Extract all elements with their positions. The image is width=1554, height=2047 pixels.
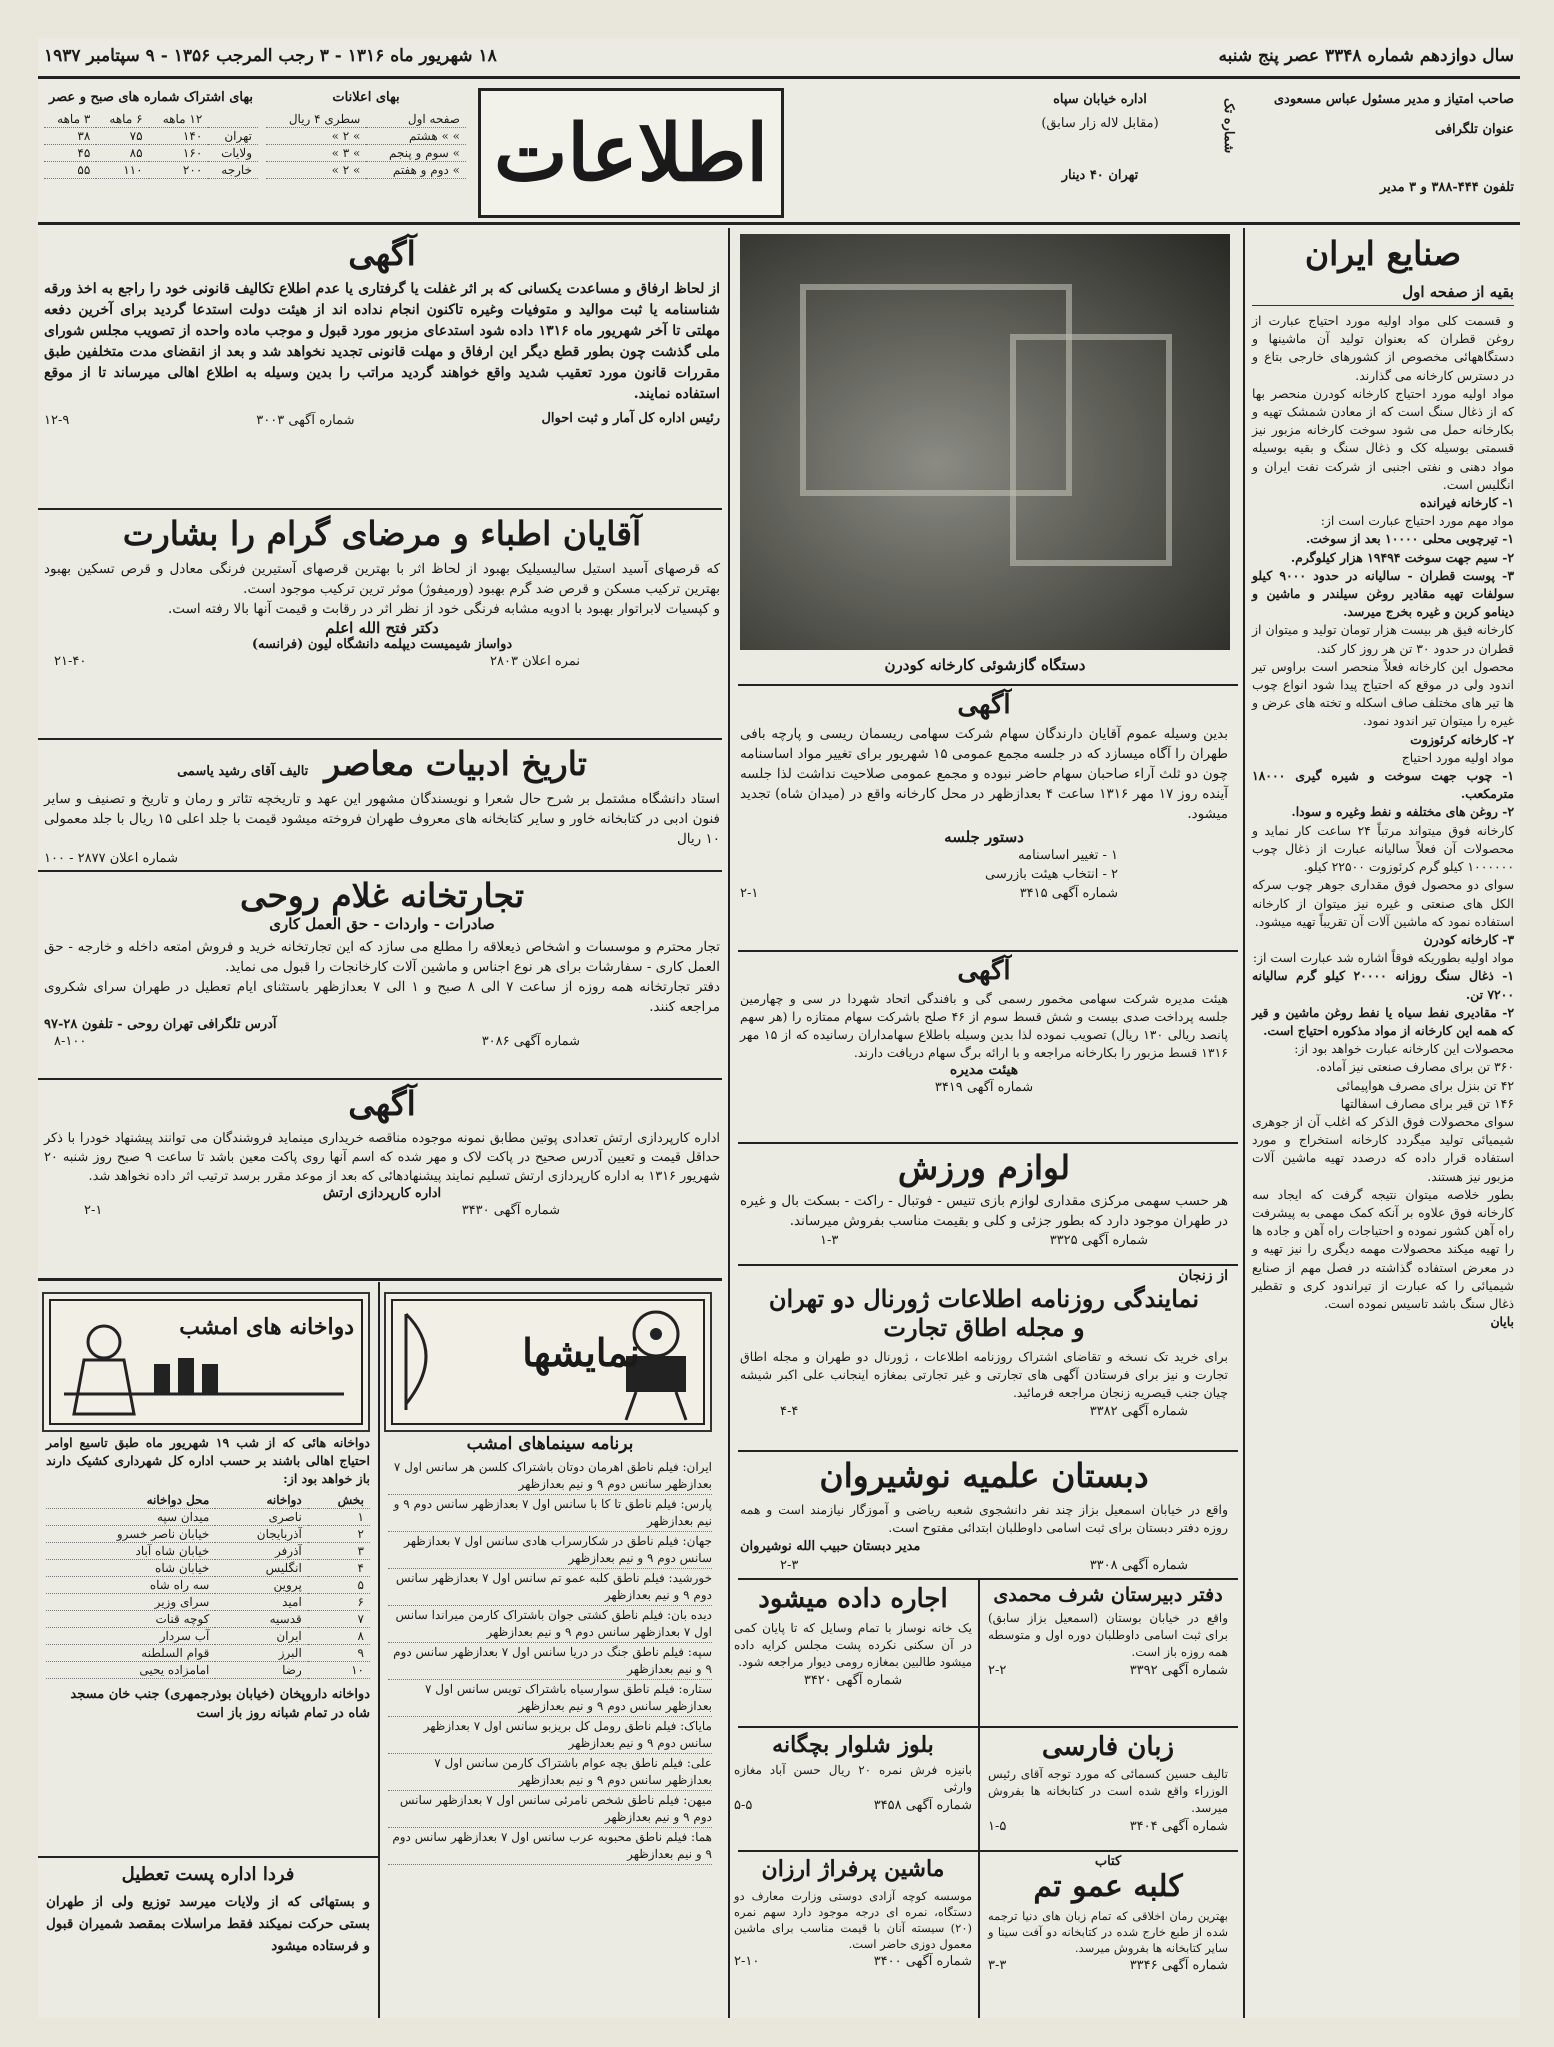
article-paragraph: ۳- کارخانه کودرن bbox=[1423, 931, 1514, 947]
cinema-item: دیده بان: فیلم ناطق کشتی جوان باشتراک کارمن میراندا سانس اول ۷ بعدازظهر سانس دوم ۹ و نیم بعدازظهر bbox=[388, 1606, 712, 1643]
notice-title: آگهی bbox=[348, 1084, 416, 1123]
notice-anushirvan-school bbox=[740, 1456, 1228, 1575]
notice-text: بدین وسیله عموم آقایان دارندگان سهام شرکت سهامی ریسمان ریسی و پارچه بافی طهران را آگاه میسازد که در جلسه مجمع عمومی ۱۵ شهریور برای تغییر مواد اساسنامه چون دو ثلث آراء صاحبان سهام حاضر نبوده و مجمع عمومی صلاحیت نداشت لذا جلسه آینده روز ۱۷ مهر ۱۳۱۶ ساعت ۴ بعدازظهر در محل کارخانه واقع در (میدان شاه) تجدید میشود. bbox=[740, 726, 1228, 822]
article-paragraph: محصولات این کارخانه عبارت خواهد بود از: bbox=[1294, 1041, 1514, 1057]
notice-text: هیئت مدیره شرکت سهامی مخمور رسمی گی و بافندگی اتحاد شهردا در سی و چهارمین جلسه پرداخت صدی بیست و شش قسط سوم از ۴۶ صلح باشرکت سهام ممتازه را (هر سهم پانصد ریالی ۱۳۰ ریال) تصویب نموده لذا بدین وسیله باطلاع سهامداران رسانیده که از ۱۵ مهر ۱۳۱۶ قسط مزبور را بکارخانه مراجعه و با ارائه برگ سهام دریافت دارند. bbox=[740, 991, 1229, 1060]
closure-title: فردا اداره پست تعطیل bbox=[121, 1864, 295, 1885]
notice-ref: شماره آگهی ۳۴۰۴ bbox=[1129, 1819, 1228, 1834]
pharmacy-cell: ۸ bbox=[308, 1628, 370, 1645]
ads-price-cell: صفحه اول bbox=[366, 111, 466, 128]
notice-signature: مدیر دبستان حبیب الله نوشیروان bbox=[740, 1539, 921, 1554]
article-paragraph: مواد اولیه مورد احتیاج کارخانه کودرن منحصر بها که از ذغال سنگ است که از معادن شمشک تهیه و بکارخانه حمل می شود سوخت کارخانه مزبور نیز قسمتی بوسیله کک و ذغال سنگ و بقیه بوسیله مواد دهنی و نفتی اجنبی از شرکت نفت ایران و انگلیس است. bbox=[1252, 385, 1514, 492]
agenda-item: ۱ - تغییر اساسنامه bbox=[1018, 848, 1118, 863]
office-address: اداره خیابان سپاه bbox=[1053, 92, 1147, 107]
pharmacy-row bbox=[46, 1492, 370, 1509]
pharmacy-row bbox=[46, 1526, 370, 1543]
pharmacy-cell: قدسیه bbox=[215, 1611, 307, 1628]
ads-price-table bbox=[266, 111, 466, 179]
masthead-title: اطلاعات bbox=[493, 107, 769, 199]
notice-ref-2: ۲-۱ bbox=[740, 886, 759, 901]
subscription-row bbox=[44, 111, 258, 128]
notice-text: تالیف حسین کسمائی که مورد توجه آقای رئیس الوزراء واقع شده است در کتابخانه ها بفروش میرسد. bbox=[988, 1767, 1228, 1815]
pharmacy-row bbox=[46, 1611, 370, 1628]
article-paragraph: مواد اولیه بطوریکه فوقاً اشاره شد عبارت است از: bbox=[1252, 950, 1514, 966]
notice-ref-2: ۱-۵ bbox=[988, 1819, 1007, 1834]
notice-text: بانیزه فرش نمره ۲۰ ریال حسن آباد مغازه وارثی bbox=[734, 1763, 973, 1794]
article-paragraph: سوای دو محصول فوق مقداری جوهر چوب سرکه الکل های صنعتی و غیره نیز میتوان از کارخانه استفاده نمود که ماشین آلات آن تقریباً تهیه میشود. bbox=[1252, 877, 1514, 929]
notice-title: اجاره داده میشود bbox=[758, 1584, 948, 1614]
article-paragraph: ۱- ذغال سنگ روزانه ۲۰۰۰۰ کیلو گرم سالیانه ۷۲۰۰ تن. bbox=[1252, 968, 1514, 1002]
pharmacy-logo bbox=[42, 1292, 370, 1432]
cinema-logo bbox=[384, 1292, 712, 1432]
ads-price-row bbox=[266, 128, 466, 145]
notice-title: زبان فارسی bbox=[1041, 1732, 1175, 1762]
subscription-cell: ۴۵ bbox=[44, 145, 96, 162]
ads-price-cell: سطری ۴ ریال bbox=[266, 111, 366, 128]
pharmacy-cell: امید bbox=[215, 1594, 307, 1611]
pharmacy-list bbox=[46, 1434, 370, 1723]
notice-title: آگهی bbox=[957, 690, 1011, 720]
notice-kicker: از زنجان bbox=[1178, 1268, 1228, 1284]
pharmacy-row bbox=[46, 1662, 370, 1679]
notice-title: لوازم ورزش bbox=[897, 1148, 1071, 1187]
notice-title: آگهی bbox=[348, 234, 416, 273]
notice-title-2: و مجله اطاق تجارت bbox=[883, 1313, 1085, 1342]
pharmacy-row bbox=[46, 1509, 370, 1526]
pharmacy-cell: آب سردار bbox=[46, 1628, 215, 1645]
ads-price-row bbox=[266, 145, 466, 162]
ads-price-cell: » » هشتم bbox=[366, 128, 466, 145]
notice-text: برای خرید تک نسخه و تقاضای اشتراک روزنامه اطلاعات ، ژورنال دو طهران و مجله اطاق تجارت و نیز برای فرستادن آگهی های تجارتی و غیر تجارتی بمغازه اینجانب علی اکبر شیشه چیان جنب قیصریه زنجان مراجعه فرمائید. bbox=[740, 1349, 1228, 1400]
notice-title: تاریخ ادبیات معاصر bbox=[324, 744, 587, 783]
notice-subtitle: صادرات - واردات - حق العمل کاری bbox=[269, 915, 495, 933]
notice-text: موسسه کوچه آزادی دوستی وزارت معارف دو دستگاه، نمره ای درجه موجود دارد سهم نمره (۲۰) سیسته آنان با قیمت مناسب برای ماشین معمول دوزی حاضر است. bbox=[734, 1889, 972, 1951]
pharmacy-row bbox=[46, 1577, 370, 1594]
article-paragraph: ۲- مقادیری نفط سیاه یا نفط روغن ماشین و قیر که همه این کارخانه از مواد مذکوره احتیاج است. bbox=[1252, 1004, 1514, 1038]
ads-price-row bbox=[266, 111, 466, 128]
notice-rouhi-trading bbox=[44, 876, 720, 1051]
notice-ref: شماره آگهی ۳۳۴۶ bbox=[1129, 1958, 1228, 1973]
notice-text: بهترین رمان اخلاقی که تمام زبان های دنیا ترجمه شده از طبع خارج شده در کتابخانه دو آفت سینا و سایر کتابخانه ها بفروش میرسد. bbox=[988, 1909, 1228, 1955]
notice-text: که قرصهای آسید استیل سالیسیلیک بهبود از لحاظ اثر با بهترین قرصهای آستیرین فرنگی معادل و قرص تسکین بهبود بهترین ترکیب مسکن و قرص ضد گرم بهبود (ورمیفوژ) موثر ترین ترکیب موجود است. bbox=[44, 561, 720, 597]
subscription-row bbox=[44, 145, 258, 162]
notice-ref: شماره اعلان ۲۸۷۷ - ۱۰۰ bbox=[44, 851, 178, 866]
notice-registry bbox=[44, 234, 720, 430]
notice-title: دفتر دبیرستان شرف محمدی bbox=[993, 1584, 1223, 1606]
ads-price-title: بهای اعلانات bbox=[332, 90, 400, 105]
pharmacy-cell: ۵ bbox=[308, 1577, 370, 1594]
article-paragraph: ۱- تیرچوبی محلی ۱۰۰۰۰ بعد از سوخت. bbox=[1305, 531, 1514, 547]
subscription-cell: ۶ ماهه bbox=[96, 111, 148, 128]
notice-ref: شماره آگهی ۳۴۳۰ bbox=[461, 1203, 560, 1218]
notice-text: واقع در خیابان اسمعیل بزاز چند نفر دانشجوی شعبه ریاضی و آموزگار نیازمند است و همه روزه دفتر دبستان برای ثبت اسامی داوطلبان ابتدائی مفتوح است. bbox=[740, 1502, 1228, 1535]
subscription-table bbox=[44, 111, 258, 179]
ads-price-cell: » ۳ » bbox=[266, 145, 366, 162]
notice-ref: شماره آگهی ۳۴۵۸ bbox=[873, 1798, 972, 1813]
notice-sport-goods bbox=[740, 1148, 1228, 1250]
notice-title: بلوز شلوار بچگانه bbox=[772, 1732, 934, 1758]
pharmacy-cell: خیابان شاه آباد bbox=[46, 1543, 215, 1560]
notice-ref: شماره آگهی ۳۳۹۲ bbox=[1129, 1663, 1228, 1678]
agenda-title: دستور جلسه bbox=[944, 828, 1024, 846]
notice-ref-2: ۲-۳ bbox=[780, 1558, 799, 1573]
subscription-cell: خارجه bbox=[208, 162, 258, 179]
notice-ref: شماره آگهی ۳۳۸۲ bbox=[1089, 1404, 1188, 1419]
notice-title: آقایان اطباء و مرضای گرام را بشارت bbox=[122, 514, 642, 553]
cinema-item: هما: فیلم ناطق محبوبه عرب سانس اول ۷ بعدازظهر سانس دوم ۹ و نیم بعدازظهر bbox=[388, 1828, 712, 1865]
notice-address: آدرس تلگرافی تهران روحی - تلفون ۲۸-۹۷ bbox=[44, 1017, 277, 1032]
notice-ref-2: ۲-۲ bbox=[988, 1663, 1007, 1678]
ads-price-cell: » سوم و پنجم bbox=[366, 145, 466, 162]
pharmacy-cell: سه راه شاه bbox=[46, 1577, 215, 1594]
pharmacy-cell: ۱۰ bbox=[308, 1662, 370, 1679]
subscription-box bbox=[44, 88, 258, 179]
subscription-cell: ۲۰۰ bbox=[149, 162, 209, 179]
pharmacy-cell: سرای وزیر bbox=[46, 1594, 215, 1611]
notice-text: یک خانه نوساز با تمام وسایل که تا پایان کمی در آن سکنی نکرده پشت مجلس کرایه داده میشود طالبین بمغازه رومی دیوار مراجعه شود. bbox=[734, 1621, 972, 1669]
notice-ref-2: ۸-۱۰۰ bbox=[54, 1034, 87, 1049]
newspaper-page bbox=[38, 38, 1520, 2018]
notice-ref: شماره آگهی ۳۴۲۰ bbox=[803, 1673, 903, 1688]
article-title: صنایع ایران bbox=[1304, 234, 1462, 273]
agenda-item: ۲ - انتخاب هیئت بازرسی bbox=[985, 867, 1118, 882]
pharmacy-cell: ۳ bbox=[308, 1543, 370, 1560]
pharmacy-logo-text: دواخانه های امشب bbox=[179, 1314, 354, 1340]
notice-ref-2: ۱-۳ bbox=[820, 1233, 839, 1248]
pharmacy-table bbox=[46, 1492, 370, 1679]
notice-persian-language bbox=[988, 1732, 1228, 1836]
cinema-item: ایران: فیلم ناطق اهرمان دوتان باشتراک کلسن هر سانس اول ۷ بعدازظهر سانس دوم ۹ و نیم بعدازظهر bbox=[388, 1458, 712, 1495]
article-paragraph: مواد اولیه مورد احتیاج bbox=[1401, 749, 1514, 765]
notice-spinning-company bbox=[740, 690, 1228, 903]
article-body bbox=[1252, 312, 1514, 1331]
pharmacy-row bbox=[46, 1645, 370, 1662]
cinema-item: مایاک: فیلم ناطق رومل کل بریزبو سانس اول ۷ بعدازظهر سانس دوم ۹ و نیم بعدازظهر bbox=[388, 1717, 712, 1754]
notice-weaving-company bbox=[740, 956, 1228, 1097]
notice-text: از لحاظ ارفاق و مساعدت یکسانی که بر اثر غفلت یا گرفتاری یا عدم اطلاع تکالیف قانونی خود را راجع به اخذ ورقه شناسنامه یا ثبت موالید و متوفیات وغیره تاکنون انجام نداده اند از هیئت دولت استدعا گردید برای آخرین دفعه مهلتی تا آخر شهریور ماه ۱۳۱۶ داده شود استدعای مزبور مورد قبول و موجب ماده واحده از تصویب مجلس شورای ملی گذشت چون بطور قطع دیگر این ارفاق و مهلت قانونی تجدید نخواهد شد و بعد از انقضای مدت متخلفین طبق مقررات قانون مورد تعقیب شدید واقع خواهند گردید مراتب را بدین وسیله به اطلاع اهالی میرساند تا از موقع استفاده نمایند. bbox=[44, 281, 720, 402]
subscription-row bbox=[44, 162, 258, 179]
subscription-cell bbox=[208, 111, 258, 128]
subscription-title: بهای اشتراک شماره های صبح و عصر bbox=[48, 90, 254, 105]
notice-text-2: دفتر تجارتخانه همه روزه از ساعت ۷ الی ۸ صبح و ۱ الی ۷ بعدازظهر باستثنای ایام تعطیل در طهران سرای شکروی مراجعه کنند. bbox=[44, 979, 720, 1015]
notice-ref: شماره آگهی ۳۰۸۶ bbox=[481, 1034, 580, 1049]
notice-signature: اداره کارپردازی ارتش bbox=[322, 1186, 442, 1201]
notice-title: آگهی bbox=[957, 956, 1011, 986]
photo-gas-washer bbox=[740, 234, 1230, 650]
article-subtitle: بقیه از صفحه اول bbox=[1252, 283, 1514, 306]
notice-text-2: و کپسیات لابراتوار بهبود با ادویه مشابه فرنگی خود از نظر اثر در رقابت و قیمت آنها بالا رفته است. bbox=[168, 601, 720, 617]
cinema-item: میهن: فیلم ناطق شخص نامرئی سانس اول ۷ بعدازظهر سانس دوم ۹ و نیم بعدازظهر bbox=[388, 1791, 712, 1828]
phones-line: تلفون ۴۴۴-۳۸۸ و ۳ مدیر bbox=[1379, 180, 1514, 195]
notice-text: اداره کارپردازی ارتش تعدادی پوتین مطابق نمونه موجوده مناقصه خریداری مینماید فروشندگان می توانند پیشنهاد خودرا با ذکر حداقل قیمت و تعیین آدرس صحیح در پاکت لاک و مهر شده که اسم آنها روی پاکت معین باشد تا ساعت ۹ صبح روز شنبه ۲۰ شهریور ۱۳۱۶ به اداره کارپردازی ارتش تسلیم نمایند پیشنهادهائی که بعد از موعد مقرر برسد ترتیب اثر داده نخواهد شد. bbox=[44, 1131, 720, 1184]
notice-zanjan-agency bbox=[740, 1268, 1228, 1421]
article-paragraph: ۱۴۶ تن قیر برای مصارف اسفالتها bbox=[1340, 1095, 1514, 1111]
notice-ref: شماره آگهی ۳۴۱۹ bbox=[934, 1080, 1034, 1095]
subscription-cell: ۸۵ bbox=[96, 145, 148, 162]
notice-literature-book bbox=[44, 744, 720, 868]
notice-ref-2: ۵-۵ bbox=[734, 1798, 753, 1813]
notice-kids-clothes bbox=[734, 1732, 972, 1815]
cinema-program bbox=[388, 1434, 712, 1865]
pharmacy-cell: خیابان ناصر خسرو bbox=[46, 1526, 215, 1543]
pharmacy-row bbox=[46, 1594, 370, 1611]
article-paragraph: ۳- پوست قطران - سالیانه در حدود ۹۰۰۰ کیلو سولفات تهیه مقادیر روغن سیلندر و ماشین و دینامو کربن و غیره بخرج میرسد. bbox=[1252, 567, 1514, 620]
subscription-cell: ولایات bbox=[208, 145, 258, 162]
article-paragraph: ۱- چوب جهت سوخت و شیره گیری ۱۸۰۰۰ مترمکعب. bbox=[1252, 768, 1514, 802]
pharmacy-cell: انگلیس bbox=[215, 1560, 307, 1577]
article-paragraph: کارخانه فوق میتواند مرتباً ۲۴ ساعت کار نماید و محصولات آن فعلاً سالیانه عبارت از ذغال چوب ۱۰۰۰۰۰۰ کیلو گرم کرئوزوت ۲۲۵۰۰ کیلو. bbox=[1252, 822, 1514, 875]
cinema-item: سپه: فیلم ناطق جنگ در دریا سانس اول ۷ بعدازظهر سانس دوم ۹ و نیم بعدازظهر bbox=[388, 1643, 712, 1680]
article-paragraph: مواد مهم مورد احتیاج عبارت است از: bbox=[1320, 513, 1514, 529]
pharmacy-cell: آذرفر bbox=[215, 1543, 307, 1560]
pharmacy-cell: بخش bbox=[308, 1492, 370, 1509]
pharmacy-cell: میدان سپه bbox=[46, 1509, 215, 1526]
pharmacy-row bbox=[46, 1628, 370, 1645]
ads-price-cell: » دوم و هفتم bbox=[366, 162, 466, 179]
notice-house-rent bbox=[734, 1584, 972, 1690]
pharmacy-cell: دواخانه bbox=[215, 1492, 307, 1509]
notice-author: تالیف آقای رشید یاسمی bbox=[177, 764, 309, 779]
pharmacy-cell: پروین bbox=[215, 1577, 307, 1594]
pharmacy-cell: ۱ bbox=[308, 1509, 370, 1526]
notice-text: هر حسب سهمی مرکزی مقداری لوازم بازی تنیس - فوتبال - راکت - بسکت بال و غیره در طهران موجود دارد که بطور جزئی و کلی و بقیمت مناسب بفروش میرساند. bbox=[740, 1193, 1228, 1229]
pharmacy-cell: ۲ bbox=[308, 1526, 370, 1543]
pharmacy-text: دواخانه هائی که از شب ۱۹ شهریور ماه طبق تاسیع اوامر احتیاج اهالی باشند بر حسب اداره کل شهرداری کشیک دارند باز خواهد بود از: bbox=[46, 1435, 370, 1486]
subscription-row bbox=[44, 128, 258, 145]
article-paragraph: بایان bbox=[1490, 1314, 1514, 1330]
article-industries bbox=[1252, 234, 1514, 1331]
pharmacy-cell: قوام السلطنه bbox=[46, 1645, 215, 1662]
owner-line: صاحب امتیاز و مدیر مسئول عباس مسعودی bbox=[1273, 92, 1514, 107]
notice-sharaf-school bbox=[988, 1584, 1228, 1680]
subscription-cell: ۱۲ ماهه bbox=[149, 111, 209, 128]
cinema-item: پارس: فیلم ناطق تا کا با سانس اول ۷ بعدازظهر سانس دوم ۹ و نیم بعدازظهر bbox=[388, 1495, 712, 1532]
pharmacy-cell: ۴ bbox=[308, 1560, 370, 1577]
article-paragraph: ۲- روغن های مختلفه و نفط وغیره و سودا. bbox=[1291, 804, 1514, 820]
pharmacy-cell: ۹ bbox=[308, 1645, 370, 1662]
pharmacy-row bbox=[46, 1560, 370, 1577]
pharmacy-cell: کوچه قنات bbox=[46, 1611, 215, 1628]
notice-degree: دواساز شیمیست دیپلمه دانشگاه لیون (فرانسه) bbox=[251, 637, 513, 652]
pharmacy-extra: دواخانه داروپخان (خیابان بوذرجمهری) جنب خان مسجد شاه در تمام شبانه روز باز است bbox=[70, 1687, 370, 1721]
pharmacy-cell: ناصری bbox=[215, 1509, 307, 1526]
telegraph-line: عنوان تلگرافی bbox=[1434, 122, 1514, 137]
notice-ref-2: ۲۱-۴۰ bbox=[54, 654, 87, 669]
closure-text: و بستهائی که از ولایات میرسد توزیع ولی از طهران بستی حرکت نمیکند فقط مراسلات بمقصد شمیران قبول و فرستاده میشود bbox=[46, 1894, 370, 1954]
notice-ref-2: ۲-۱ bbox=[84, 1203, 103, 1218]
pharmacy-cell: ۷ bbox=[308, 1611, 370, 1628]
notice-text: واقع در خیابان بوستان (اسمعیل بزاز سابق) برای ثبت اسامی داوطلبان دوره اول و متوسطه همه روزه باز است. bbox=[988, 1611, 1228, 1659]
cinema-logo-text: نمایشها bbox=[522, 1330, 640, 1375]
notice-doctor: دکتر فتح الله اعلم bbox=[325, 619, 439, 637]
notice-ref: شماره آگهی ۳۰۰۳ bbox=[256, 413, 355, 428]
notice-ref: شماره آگهی ۳۳۰۸ bbox=[1089, 1558, 1188, 1573]
notice-text: تجار محترم و موسسات و اشخاص ذیعلاقه را مطلع می سازد که این تجارتخانه خرید و فروش امتعه داخله و خارجه - حق العمل کاری - سفارشات برای هر نوع اجناس و ماشین آلات کارخانجات را قبول می نماید. bbox=[44, 939, 720, 975]
article-paragraph: و قسمت کلی مواد اولیه مورد احتیاج عبارت از روغن قطران که بعنوان تولید آن ماشینها و دستگاههائی مخصوص از کشورهای خارجی بتاع و در دسترس کارخانه می گذارند. bbox=[1252, 313, 1514, 383]
cinema-title: برنامه سینماهای امشب bbox=[466, 1434, 634, 1454]
pharmacy-row bbox=[46, 1543, 370, 1560]
masthead-logo bbox=[478, 88, 784, 218]
notice-title: دبستان علمیه نوشیروان bbox=[819, 1456, 1149, 1495]
article-paragraph: ۳۶۰ تن برای مصارف صنعتی نیز آماده. bbox=[1315, 1059, 1514, 1075]
single-number-label: شماره تک bbox=[1221, 98, 1236, 154]
notice-perforator-machine bbox=[734, 1856, 972, 1971]
subscription-cell: ۳ ماهه bbox=[44, 111, 96, 128]
article-paragraph: بطور خلاصه میتوان نتیجه گرفت که ایجاد سه کارخانه فوق علاوه بر آنکه کمک مهمی به پیشرفت راه آهن کشور نموده و احتیاجات راه آهن و جاده ها را تهیه میکند محصولات مهمه دیگری را نیز تهیه و در معرض استفاده گذاشته در فصل مهم از صنایع شیمیائی را که عبارت از تیراندود کری و تقطیر ذغال سنگ باشد تاسیس نموده است. bbox=[1252, 1186, 1514, 1311]
pharmacy-cell: آذربایجان bbox=[215, 1526, 307, 1543]
notice-ref-2: ۳-۳ bbox=[988, 1958, 1007, 1973]
notice-ref-2: ۱۲-۹ bbox=[44, 413, 70, 428]
notice-title: نمایندگی روزنامه اطلاعات ژورنال دو تهران bbox=[768, 1284, 1200, 1313]
ads-price-row bbox=[266, 162, 466, 179]
article-paragraph: ۲- کارخانه کرئوزوت bbox=[1410, 731, 1514, 747]
subscription-cell: ۷۵ bbox=[96, 128, 148, 145]
ads-price-cell: » ۲ » bbox=[266, 128, 366, 145]
date-line: ۱۸ شهریور ماه ۱۳۱۶ - ۳ رجب المرجب ۱۳۵۶ - ۹ سپتامبر ۱۹۳۷ bbox=[44, 46, 497, 66]
notice-pharma-tablets bbox=[44, 514, 720, 671]
subscription-cell: ۵۵ bbox=[44, 162, 96, 179]
issue-info: سال دوازدهم شماره ۳۳۴۸ عصر پنج شنبه bbox=[1218, 46, 1514, 66]
subscription-cell: ۱۱۰ bbox=[96, 162, 148, 179]
pharmacy-cell: البرز bbox=[215, 1645, 307, 1662]
notice-signature: رئیس اداره کل آمار و ثبت احوال bbox=[541, 411, 720, 426]
photo-caption: دستگاه گازشوئی کارخانه کودرن bbox=[884, 656, 1086, 674]
article-paragraph: محصول این کارخانه فعلاً منحصر است براوس تیر اندود ولی در موقع که احتیاج پیدا شود انواع چوب ها تیر های مختلف صاف اسکله و تخته های عرض و غیره را میتوان تیر اندود نمود. bbox=[1252, 658, 1514, 729]
notice-title: کلبه عمو تم bbox=[1033, 1869, 1183, 1904]
article-paragraph: سوای محصولات فوق الذکر که اغلب آن از جوهری شیمیائی تولید میگردد کارخانه استخراج و مورد استفاده قرار داده که درصدد تهیه ماشین آلات مزبور نیز هستند. bbox=[1252, 1113, 1514, 1184]
office-address-2: (مقابل لاله زار سابق) bbox=[1041, 116, 1159, 131]
notice-ref: شماره آگهی ۳۴۰۰ bbox=[873, 1954, 972, 1969]
subscription-cell: ۱۶۰ bbox=[149, 145, 209, 162]
article-paragraph: ۴۲ تن بنزل برای مصرف هواپیمائی bbox=[1336, 1077, 1514, 1093]
post-closure bbox=[46, 1864, 370, 1957]
notice-title: تجارتخانه غلام روحی bbox=[239, 876, 525, 915]
notice-ref-2: ۴-۴ bbox=[780, 1404, 799, 1419]
subscription-cell: ۳۸ bbox=[44, 128, 96, 145]
notice-kicker: کتاب bbox=[1094, 1854, 1122, 1869]
notice-uncle-tom-book bbox=[988, 1854, 1228, 1975]
notice-ref-2: ۲-۱۰ bbox=[734, 1954, 760, 1969]
ads-price-cell: » ۲ » bbox=[266, 162, 366, 179]
pharmacy-cell: رضا bbox=[215, 1662, 307, 1679]
pharmacy-cell: محل دواخانه bbox=[46, 1492, 215, 1509]
cinema-item: ستاره: فیلم ناطق سوارسیاه باشتراک تویس سانس اول ۷ بعدازظهر سانس دوم ۹ و نیم بعدازظهر bbox=[388, 1680, 712, 1717]
notice-ref: نمره اعلان ۲۸۰۳ bbox=[490, 654, 580, 669]
pharmacy-cell: خیابان شاه bbox=[46, 1560, 215, 1577]
subscription-cell: تهران bbox=[208, 128, 258, 145]
article-paragraph: ۲- سیم جهت سوخت ۱۹۴۹۴ هزار کیلوگرم. bbox=[1290, 549, 1514, 565]
ads-price-box bbox=[266, 88, 466, 179]
notice-army-boots bbox=[44, 1084, 720, 1220]
price-line: تهران ۴۰ دینار bbox=[1061, 168, 1139, 183]
cinema-item: علی: فیلم ناطق بچه عوام باشتراک کارمن سانس اول ۷ بعدازظهر سانس دوم ۹ و نیم بعدازظهر bbox=[388, 1754, 712, 1791]
pharmacy-cell: ۶ bbox=[308, 1594, 370, 1611]
notice-ref: شماره آگهی ۳۴۱۵ bbox=[1019, 886, 1118, 901]
cinema-item: جهان: فیلم ناطق در شکارسراب هادی سانس اول ۷ بعدازظهر سانس دوم ۹ و نیم بعدازظهر bbox=[388, 1532, 712, 1569]
notice-title: ماشین پرفراژ ارزان bbox=[761, 1856, 945, 1882]
notice-signature: هیئت مدیره bbox=[949, 1062, 1019, 1078]
article-paragraph: کارخانه فیق هر بیست هزار تومان تولید و میتوان از قطران در حدود ۳۰ تن هر روز کار کند. bbox=[1252, 622, 1514, 656]
pharmacy-cell: امامزاده یحیی bbox=[46, 1662, 215, 1679]
notice-ref: شماره آگهی ۳۳۲۵ bbox=[1049, 1233, 1148, 1248]
cinema-item: خورشید: فیلم ناطق کلبه عمو تم سانس اول ۷ بعدازظهر سانس دوم ۹ و نیم بعدازظهر bbox=[388, 1569, 712, 1606]
article-paragraph: ۱- کارخانه فیرانده bbox=[1420, 495, 1514, 511]
pharmacy-cell: ایران bbox=[215, 1628, 307, 1645]
cinema-list bbox=[388, 1458, 712, 1865]
notice-text: استاد دانشگاه مشتمل بر شرح حال شعرا و نویسندگان مشهور این عهد و تاریخچه تئاتر و رمان و تاریخ و تصنیف و سایر فنون ادبی در کتابخانه خاور و سایر کتابخانه های معروف طهران فروخته میشود قیمت با جلد اعلی ۱۵ ریال با جلد معمولی ۱۰ ریال bbox=[44, 791, 720, 847]
subscription-cell: ۱۴۰ bbox=[149, 128, 209, 145]
